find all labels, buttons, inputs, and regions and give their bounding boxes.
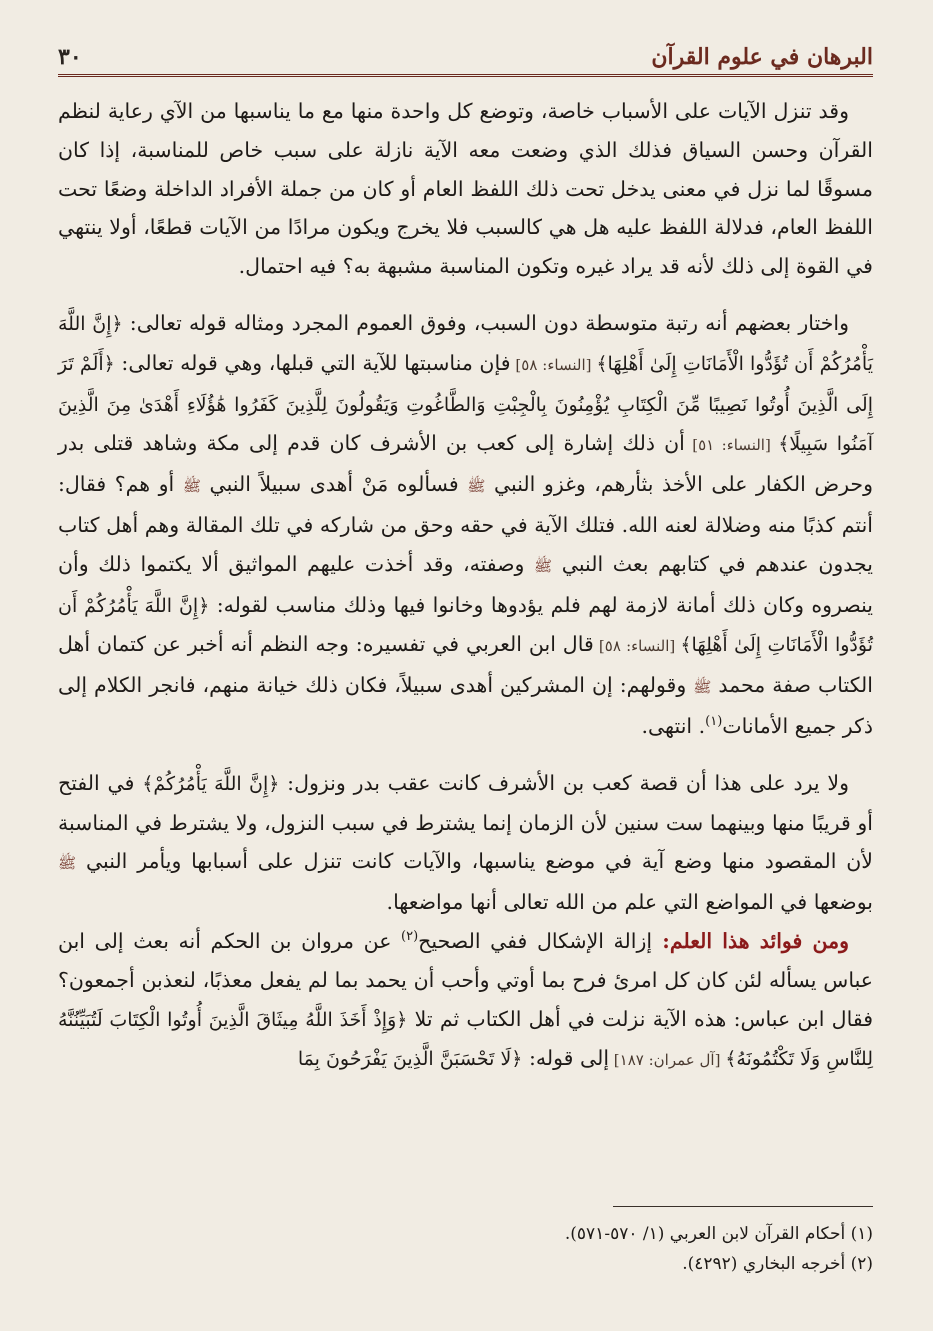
text-run: وقولهم: إن المشركين أهدى سبيلاً، فكان ذلك خيانة منهم، فانجر الكلام إلى ذكر جميع الأمانات: [58, 673, 873, 738]
text-run: في الفتح أو قريبًا منها وبينهما ست سنين لأن الزمان إنما يشترط في سبب النزول، ولا يشترط في المناسبة لأن المقصود منها وضع آية في موضع يناسبها، والآيات كانت تنزل على أسبابها ويأمر النبي: [58, 770, 873, 874]
text-run: أو هم؟ فقال: أنتم كذبًا منه وضلالة لعنه الله. فتلك الآية في حقه وحق من شاركه في تلك المقالة وهم أهل كتاب يجدون عندهم في كتابهم بعث النبي: [58, 472, 873, 576]
quran-quote: ﴿لَا تَحْسَبَنَّ الَّذِينَ يَفْرَحُونَ بِمَا: [297, 1048, 523, 1071]
honorific-glyph: ﷺ: [182, 477, 201, 496]
quran-quote: ﴿أَلَمْ تَرَ إِلَى الَّذِينَ أُوتُوا نَصِيبًا مِّنَ الْكِتَابِ يُؤْمِنُونَ بِالْجِبْتِ وَالطَّاغُوتِ وَيَقُولُونَ لِلَّذِينَ كَفَرُوا هَٰؤُلَاءِ أَهْدَىٰ مِنَ الَّذِينَ آمَنُوا سَبِيلًا﴾: [58, 352, 873, 456]
footnote: (١) أحكام القرآن لابن العربي (١/ ٥٧٠-٥٧١).: [564, 1224, 873, 1244]
quran-quote: ﴿إِنَّ اللَّهَ يَأْمُرُكُمْ﴾: [142, 772, 280, 795]
text-run: وصفته، وقد أخذت عليهم المواثيق ألا يكتموا ذلك وأن ينصروه وكان ذلك أمانة لازمة لهم فلم يؤدوها وخانوا فيها وذلك مناسب لقوله:: [58, 551, 873, 617]
quran-quote: ﴿إِنَّ اللَّهَ يَأْمُرُكُمْ أَن تُؤَدُّوا الْأَمَانَاتِ إِلَىٰ أَهْلِهَا﴾: [58, 312, 873, 375]
text-run: واختار بعضهم أنه رتبة متوسطة دون السبب، وفوق العموم المجرد ومثاله قوله تعالى:: [122, 310, 849, 335]
honorific-glyph: ﷺ: [534, 556, 553, 575]
text-run: ولا يرد على هذا أن قصة كعب بن الأشرف كانت عقب بدر ونزول:: [279, 770, 849, 795]
text-run: فسألوه مَنْ أهدى سبيلاً النبي: [200, 472, 468, 497]
quran-quote: ﴿إِنَّ اللَّهَ يَأْمُرُكُمْ أَن تُؤَدُّوا الْأَمَانَاتِ إِلَىٰ أَهْلِهَا﴾: [58, 594, 873, 657]
honorific-glyph: ﷺ: [693, 678, 712, 697]
honorific-glyph: ﷺ: [467, 477, 486, 496]
text-run: وقد تنزل الآيات على الأسباب خاصة، وتوضع كل واحدة منها مع ما يناسبها من الآي رعاية لنظم القرآن وحسن السياق فذلك الذي وضعت معه الآية نازلة على سبب خاص للمناسبة، إذا كان مسوقًا لما نزل في معنى يدخل تحت ذلك اللفظ العام أو كان من جملة الأفراد الداخلة وضعًا تحت اللفظ العام، فدلالة اللفظ عليه هل هي كالسبب فلا يخرج ويكون مرادًا من الآيات قطعًا، أولا ينتهي في القوة إلى ذلك لأنه قد يراد غيره وتكون المناسبة مشبهة به؟ فيه احتمال.: [58, 99, 873, 279]
text-run: إلى قوله:: [522, 1046, 610, 1071]
quran-quote: ﴿وَإِذْ أَخَذَ اللَّهُ مِيثَاقَ الَّذِينَ أُوتُوا الْكِتَابَ لَتُبَيِّنُنَّهُ لِلنَّاسِ وَلَا تَكْتُمُونَهُ﴾: [58, 1008, 873, 1071]
text-run: فإن مناسبتها للآية التي قبلها، وهي قوله تعالى:: [114, 350, 511, 375]
footnote-marker: (١): [705, 714, 723, 730]
verse-reference: [النساء: ٥١]: [684, 436, 779, 455]
book-title: البرهان في علوم القرآن: [651, 44, 873, 70]
paragraph: [58, 92, 873, 286]
footnote-divider: [613, 1206, 873, 1207]
text-run: أن ذلك إشارة إلى كعب بن الأشرف كان قدم إلى مكة وشاهد قتلى بدر وحرض الكفار على الأخذ بثأرهم، وغزو النبي: [58, 431, 874, 497]
verse-reference: [النساء: ٥٨]: [510, 355, 597, 374]
footnote-marker: (٢): [401, 929, 419, 945]
text-run: . انتهى.: [641, 713, 706, 738]
honorific-glyph: ﷺ: [58, 854, 77, 873]
paragraph: [58, 304, 873, 746]
paragraph: [58, 764, 873, 922]
page-number: ٣٠: [58, 44, 82, 70]
section-lead: ومن فوائد هذا العلم:: [652, 928, 850, 953]
footnote: (٢) أخرجه البخاري (٤٢٩٢).: [682, 1254, 873, 1274]
main-text: [58, 92, 873, 1080]
running-header: [58, 30, 873, 77]
verse-reference: [آل عمران: ١٨٧]: [609, 1051, 726, 1070]
text-run: عن مروان بن الحكم أنه بعث إلى ابن عباس يسأله لئن كان كل امرئ فرح بما أوتي وأحب أن يحمد بما لم يفعل معذبًا، لنعذبن أجمعون؟ فقال ابن عباس: هذه الآية نزلت في أهل الكتاب ثم تلا: [58, 928, 873, 1031]
text-run: إزالة الإشكال ففي الصحيح: [418, 928, 653, 953]
text-run: بوضعها في المواضع التي علم من الله تعالى أنها مواضعها.: [386, 890, 873, 915]
verse-reference: [النساء: ٥٨]: [593, 637, 681, 656]
text-run: قال ابن العربي في تفسيره: وجه النظم أنه أخبر عن كتمان أهل الكتاب صفة محمد: [58, 632, 873, 698]
footnotes: [58, 1206, 873, 1279]
paragraph: [58, 922, 873, 1080]
